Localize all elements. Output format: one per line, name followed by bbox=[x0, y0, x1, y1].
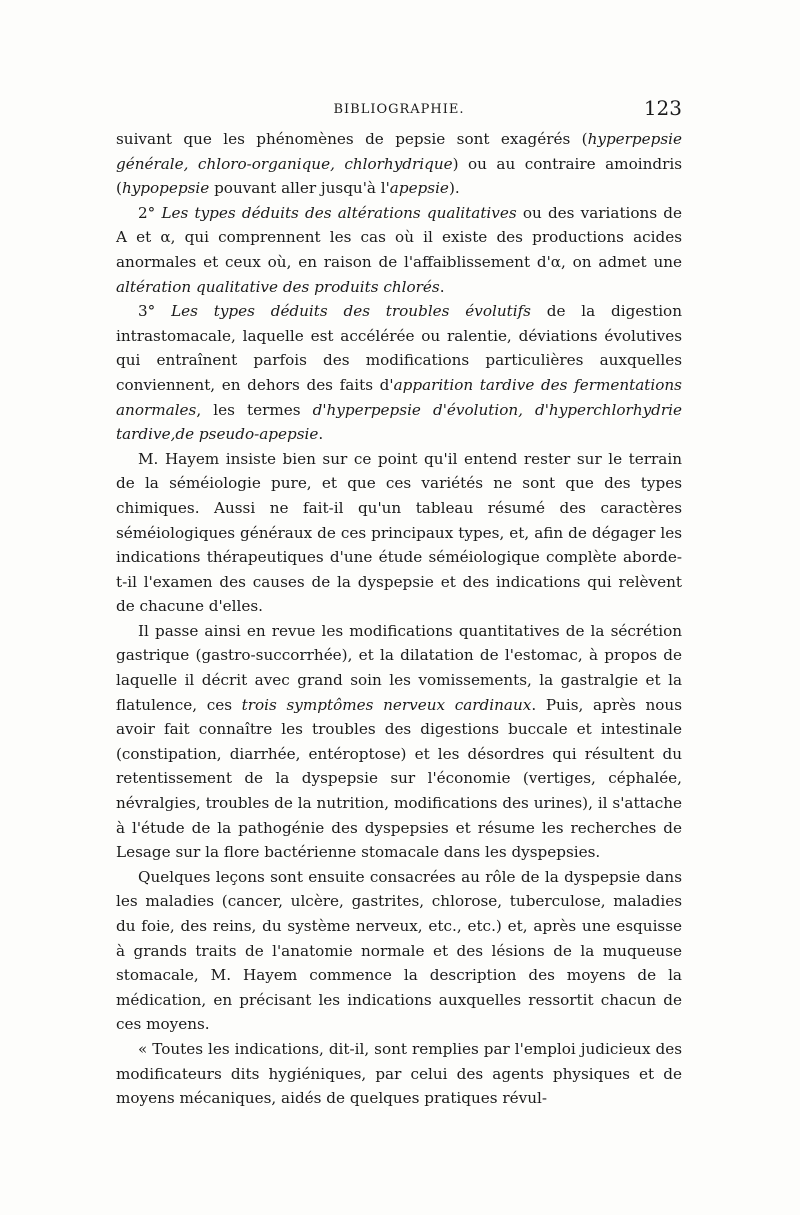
p5-text-a: Il passe ainsi en revue les modifications quantitatives de la sécrétion gastrique (gastro-succorrhée), et la dilatation de l'estomac, à propos de laquelle il décrit avec grand soin les vomissements, la gastralgie et la flatulence, ces bbox=[116, 621, 682, 714]
paragraph-5 bbox=[116, 619, 682, 865]
page-header bbox=[116, 96, 682, 126]
paragraph-1 bbox=[116, 127, 682, 201]
p2-text-c: ou des variations de A et α, qui comprennent les cas où il existe des productions acides anormales et ceux où, en raison de l'affaiblissement d'α, on admet une bbox=[116, 203, 683, 271]
p1-text-e: pouvant aller jusqu'à l' bbox=[209, 179, 390, 198]
p3-text-a: 3° bbox=[138, 302, 172, 321]
p1-text-a: suivant que les phénomènes de pepsie sont exagérés ( bbox=[116, 130, 588, 148]
p2-text-a: 2° bbox=[138, 203, 162, 222]
paragraph-7: « Toutes les indications, dit-il, sont remplies par l'emploi judicieux des modificateurs dits hygiéniques, par celui des agents physiques et de moyens mécaniques, aidés de quelques pratiques révul- bbox=[116, 1039, 682, 1108]
p5-italic-b: trois symptômes nerveux cardinaux bbox=[241, 695, 532, 714]
p1-text-c: ) ou au contraire amoindris ( bbox=[116, 154, 682, 198]
p1-italic-b: hyperpepsie générale, chloro-organique, chlorhydrique bbox=[116, 130, 682, 173]
paragraph-2 bbox=[116, 201, 682, 299]
paragraph-6: Quelques leçons sont ensuite consacrées au rôle de la dyspepsie dans les maladies (cancer, ulcère, gastrites, chlorose, tuberculose, maladies du foie, des reins, du système nerveux, etc., etc.) et, après une esquisse à grands traits de l'anatomie normale et des lésions de la muqueuse stomacale, M. Hayem commence la description des moyens de la médication, en précisant les indications auxquelles ressortit chacun de ces moyens. bbox=[116, 867, 682, 1034]
page-number: 123 bbox=[643, 96, 682, 120]
p2-italic-b: Les types déduits des altérations qualitatives bbox=[161, 203, 517, 222]
paragraph-4: M. Hayem insiste bien sur ce point qu'il entend rester sur le terrain de la séméiologie pure, et que ces variétés ne sont que des types chimiques. Aussi ne fait-il qu'un tableau résumé des caractères séméiologiques généraux de ces principaux types, et, afin de dégager les indications thérapeutiques d'une étude séméiologique complète aborde-t-il l'examen des causes de la dyspepsie et des indications qui relèvent de chacune d'elles. bbox=[116, 449, 682, 616]
p3-text-c: de la digestion intrastomacale, laquelle est accélérée ou ralentie, déviations évolutives qui entraînent parfois des modifications particulières auxquelles conviennent, en dehors des faits d' bbox=[116, 302, 682, 394]
p2-text-e: . bbox=[439, 277, 445, 296]
p5-text-c: . Puis, après nous avoir fait connaître les troubles des digestions buccale et intestinale (constipation, diarrhée, entéroptose) et les désordres qui résultent du retentissement de la dyspepsie sur l'économie (vertiges, céphalée, névralgies, troubles de la nutrition, modifications des urines), il s'attache à l'étude de la pathogénie des dyspepsies et résume les recherches de Lesage sur la flore bactérienne stomacale dans les dyspepsies. bbox=[116, 695, 682, 862]
p3-text-e: , les termes bbox=[196, 400, 313, 419]
p1-italic-d: hypopepsie bbox=[121, 179, 210, 198]
p3-italic-b: Les types déduits des troubles évolutifs bbox=[171, 302, 531, 321]
p3-italic-d: apparition tardive des fermentations anormales bbox=[116, 375, 682, 419]
paragraph-3 bbox=[116, 299, 682, 447]
p3-italic-f: d'hyperpepsie d'évolution, d'hyperchlorhydrie tardive,de pseudo-apepsie bbox=[116, 400, 683, 444]
running-head: BIBLIOGRAPHIE. bbox=[333, 102, 465, 117]
body-text bbox=[116, 127, 682, 1111]
p3-text-g: . bbox=[318, 425, 324, 444]
p2-italic-d: altération qualitative des produits chlorés bbox=[116, 277, 440, 296]
p1-italic-f: apepsie bbox=[389, 179, 449, 198]
p1-text-g: ). bbox=[448, 179, 460, 198]
